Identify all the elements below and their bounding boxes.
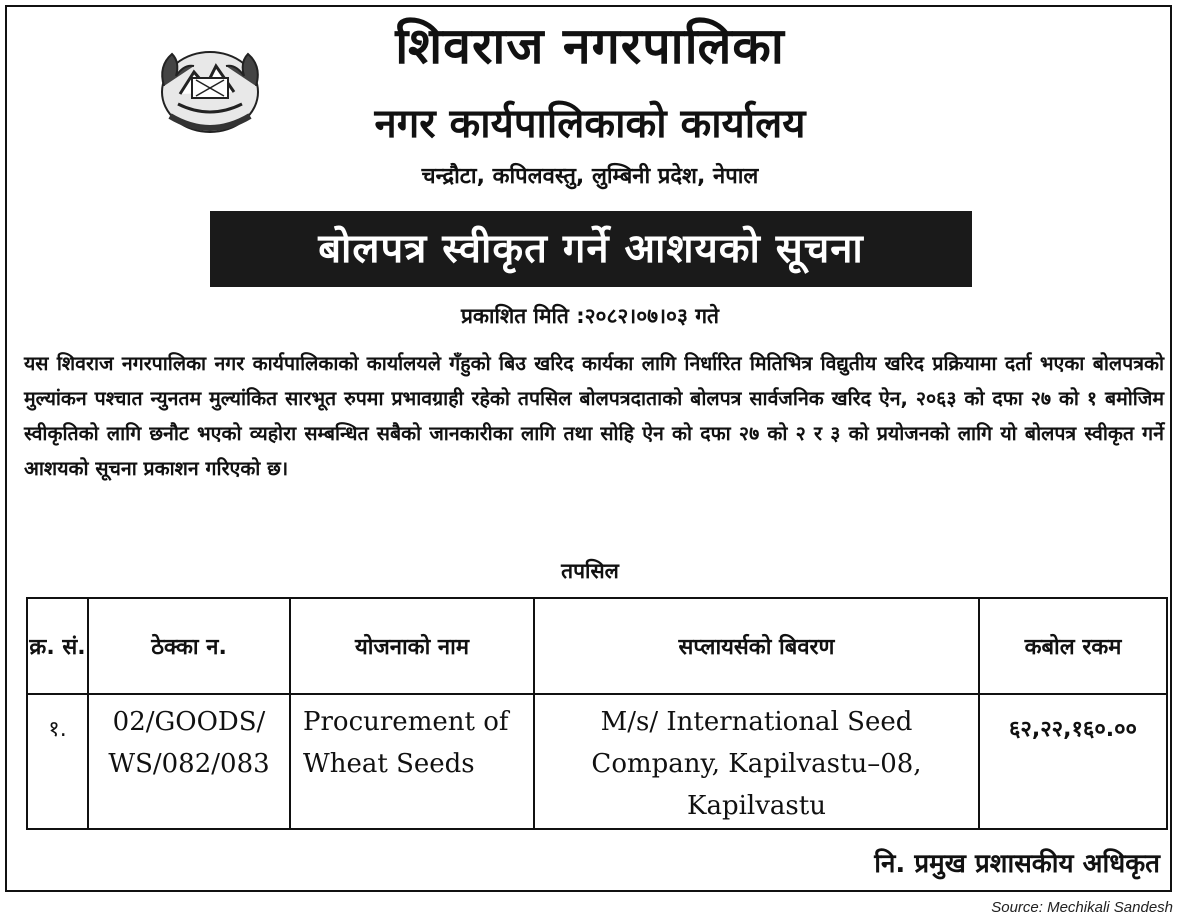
office-address: चन्द्रौटा, कपिलवस्तु, लुम्बिनी प्रदेश, नेपाल [421, 164, 759, 189]
source-credit: Source: Mechikali Sandesh [991, 899, 1173, 916]
municipality-name: शिवराज नगरपालिका [395, 17, 785, 75]
published-date: प्रकाशित मिति :२०८२।०७।०३ गते [460, 304, 719, 328]
header-contract-no: ठेक्का न. [88, 598, 290, 694]
header-amount: कबोल रकम [979, 598, 1167, 694]
header-project-name: योजनाको नाम [290, 598, 534, 694]
table-header-row [27, 598, 1167, 694]
bid-table [26, 597, 1168, 830]
cell-serial: १. [27, 694, 88, 829]
notice-body: यस शिवराज नगरपालिका नगर कार्यपालिकाको कार्यालयले गँहुको बिउ खरिद कार्यका लागि निर्धारित मितिभित्र विद्युतीय खरिद प्रक्रियामा दर्ता भएका बोलपत्रको मुल्यांकन पश्चात न्युनतम मुल्यांकित सारभूत रुपमा प्रभावग्राही रहेको तपसिल बोलपत्रदाताको बोलपत्र सार्वजनिक खरिद ऐन, २०६३ को दफा २७ को १ बमोजिम स्वीकृतिको लागि छनौट भएको व्यहोरा सम्बन्धित सबैको जानकारीका लागि तथा सोहि ऐन को दफा २७ को २ र ३ को प्रयोजनको लागि यो बोलपत्र स्वीकृत गर्ने आशयको सूचना प्रकाशन गरिएको छ। [24, 352, 1164, 480]
nepal-government-emblem-icon [150, 36, 270, 146]
notice-title: बोलपत्र स्वीकृत गर्ने आशयको सूचना [210, 211, 972, 287]
office-name: नगर कार्यपालिकाको कार्यालय [374, 101, 806, 147]
cell-project-name: Procurement of Wheat Seeds [290, 694, 534, 829]
cell-amount: ६२,२२,१६०.०० [979, 694, 1167, 829]
header-serial: क्र. सं. [27, 598, 88, 694]
signer-title: नि. प्रमुख प्रशासकीय अधिकृत [874, 849, 1160, 879]
cell-supplier: M/s/ International Seed Company, Kapilvastu–08, Kapilvastu [534, 694, 979, 829]
table-row [27, 694, 1167, 829]
header-supplier: सप्लायर्सको बिवरण [534, 598, 979, 694]
cell-contract-no: 02/GOODS/ WS/082/083 [88, 694, 290, 829]
schedule-label: तपसिल [561, 559, 619, 583]
